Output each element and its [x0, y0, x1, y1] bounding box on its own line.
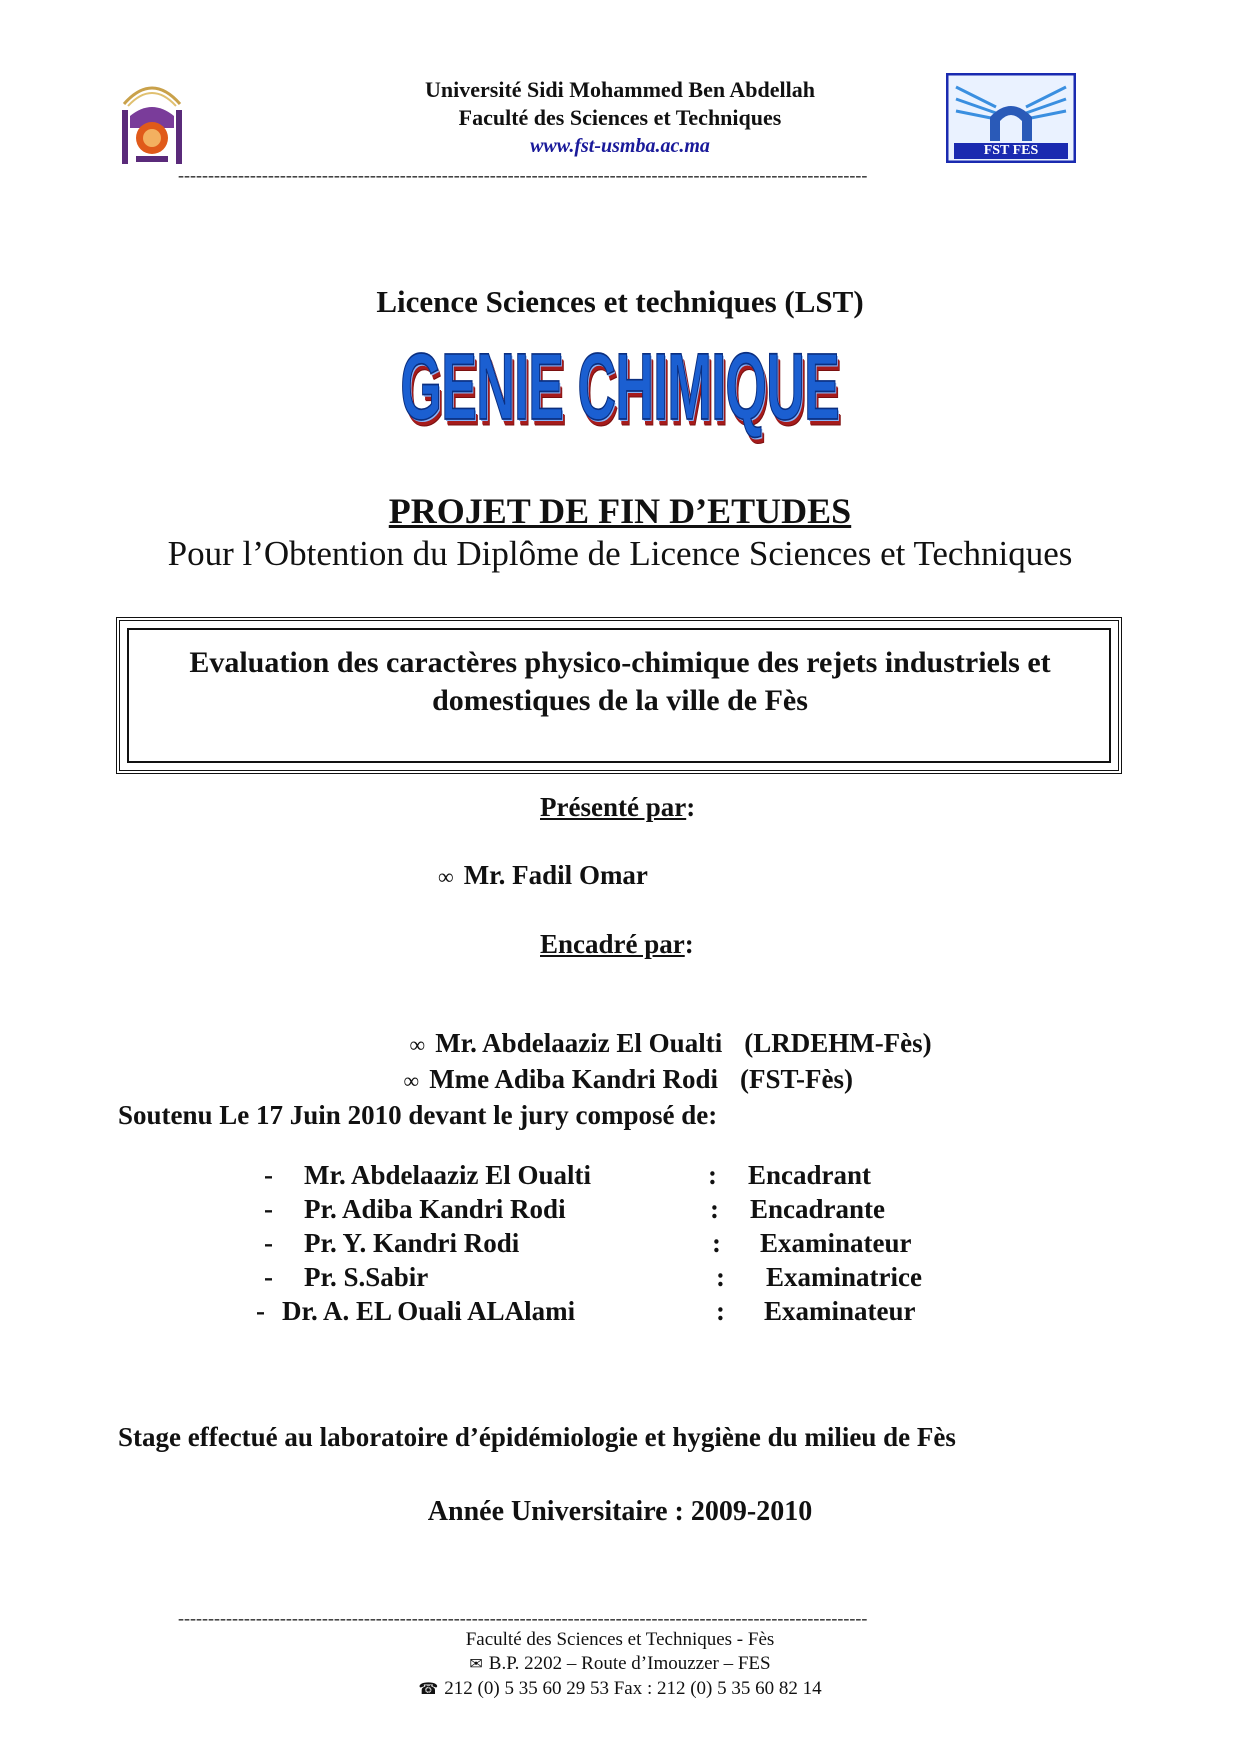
mailbox-icon: ✉: [469, 1656, 483, 1673]
jury-role: Examinateur: [764, 1296, 916, 1326]
infinity-bullet-icon: ∞: [409, 1032, 426, 1057]
jury-row: - Pr. S.Sabir : Examinatrice: [264, 1262, 922, 1292]
fst-fes-logo-text: FST FES: [983, 143, 1039, 158]
supervisor-name: Mme Adiba Kandri Rodi: [429, 1064, 718, 1094]
supervisor-affiliation: (FST-Fès): [739, 1064, 853, 1094]
jury-role: Encadrante: [750, 1194, 885, 1224]
jury-row: - Pr. Y. Kandri Rodi : Examinateur: [264, 1228, 912, 1258]
presented-by-label: Présenté par:: [540, 792, 696, 822]
jury-name: Pr. S.Sabir: [304, 1262, 429, 1292]
licence-title: Licence Sciences et techniques (LST): [376, 284, 864, 319]
footer-phone: 212 (0) 5 35 60 29 53 Fax : 212 (0) 5 35 60 82 14: [444, 1678, 822, 1699]
jury-name: Dr. A. EL Ouali ALAlami: [282, 1296, 576, 1326]
jury-role: Examinatrice: [766, 1262, 922, 1292]
supervisor-affiliation: (LRDEHM-Fès): [744, 1028, 932, 1058]
footer-faculty: Faculté des Sciences et Techniques - Fès: [465, 1629, 775, 1650]
university-crest-icon: [116, 76, 188, 168]
infinity-bullet-icon: ∞: [403, 1068, 420, 1093]
jury-role: Encadrant: [748, 1160, 872, 1190]
supervisor-entry: [390, 1033, 853, 1095]
university-name: Université Sidi Mohammed Ben Abdellah: [425, 77, 815, 102]
academic-year: Année Universitaire : 2009-2010: [427, 1496, 813, 1527]
fst-fes-logo-icon: [946, 73, 1076, 163]
defense-statement: Soutenu Le 17 Juin 2010 devant le jury composé de:: [118, 1100, 718, 1130]
footer: [0, 1628, 1240, 1702]
jury-row: - Dr. A. EL Ouali ALAlami : Examinateur: [256, 1296, 916, 1326]
telephone-icon: ☎: [418, 1681, 439, 1698]
footer-divider: -------------------------------------------------------------------------------------------------------------------: [178, 1609, 868, 1627]
project-title: Evaluation des caractères physico-chimique des rejets industriels et domestiques de la ville de Fès: [189, 646, 1051, 717]
jury-row: - Mr. Abdelaaziz El Oualti : Encadrant: [264, 1160, 872, 1190]
jury-row: - Pr. Adiba Kandri Rodi : Encadrante: [264, 1194, 885, 1224]
student-entry: [438, 860, 648, 891]
project-subheading: Pour l’Obtention du Diplôme de Licence Sciences et Techniques: [167, 534, 1073, 573]
project-heading: PROJET DE FIN D’ETUDES: [388, 491, 852, 531]
infinity-bullet-icon: ∞: [438, 864, 454, 889]
jury-role: Examinateur: [760, 1228, 912, 1258]
internship-statement: Stage effectué au laboratoire d’épidémiologie et hygiène du milieu de Fès: [118, 1422, 956, 1452]
field-wordart-title: GENIE CHIMIQUE: [400, 334, 840, 440]
supervisor-name: Mr. Abdelaaziz El Oualti: [435, 1028, 723, 1058]
jury-name: Pr. Y. Kandri Rodi: [304, 1228, 520, 1258]
student-name: Mr. Fadil Omar: [463, 860, 648, 890]
supervised-by-label: Encadré par:: [540, 929, 694, 959]
jury-name: Pr. Adiba Kandri Rodi: [304, 1194, 566, 1224]
footer-address: B.P. 2202 – Route d’Imouzzer – FES: [488, 1653, 771, 1674]
website-link[interactable]: www.fst-usmba.ac.ma: [530, 135, 710, 157]
faculty-name: Faculté des Sciences et Techniques: [458, 105, 782, 130]
jury-name: Mr. Abdelaaziz El Oualti: [304, 1160, 592, 1190]
header-divider: -------------------------------------------------------------------------------------------------------------------: [178, 166, 868, 184]
